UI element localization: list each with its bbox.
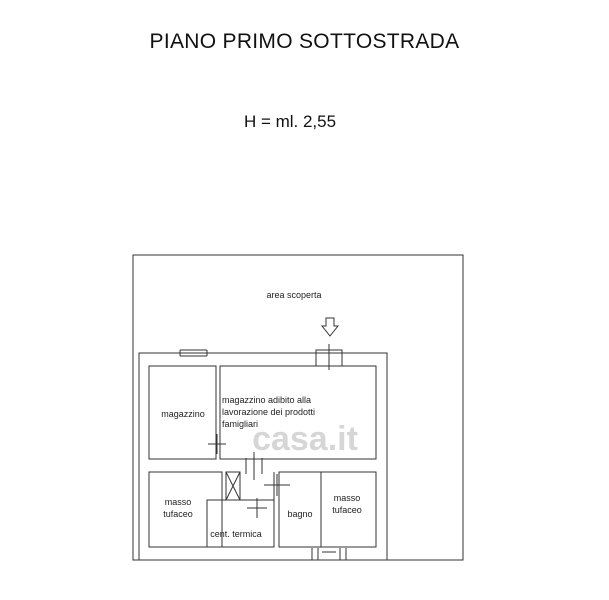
watermark: casa.it [252, 420, 358, 458]
label-bagno: bagno [287, 509, 313, 519]
label-masso-right-1: masso [333, 493, 361, 503]
label-magazzino-adibito-3: famigliari [222, 419, 259, 429]
label-magazzino-adibito-2: lavorazione dei prodotti [222, 407, 316, 417]
plan-title: PIANO PRIMO SOTTOSTRADA [149, 30, 460, 53]
label-area-scoperta: area scoperta [266, 290, 322, 300]
label-masso-right-2: tufaceo [332, 505, 362, 515]
label-masso-left-1: masso [164, 497, 192, 507]
entrance-arrow-icon [322, 318, 338, 336]
room-cent-termica [207, 500, 274, 547]
label-cent-termica: cent. termica [210, 529, 262, 539]
label-magazzino: magazzino [161, 409, 205, 419]
bottom-window [312, 548, 346, 560]
label-magazzino-adibito-1: magazzino adibito alla [222, 395, 312, 405]
label-masso-left-2: tufaceo [163, 509, 193, 519]
ceiling-height-note: H = ml. 2,55 [243, 112, 337, 131]
